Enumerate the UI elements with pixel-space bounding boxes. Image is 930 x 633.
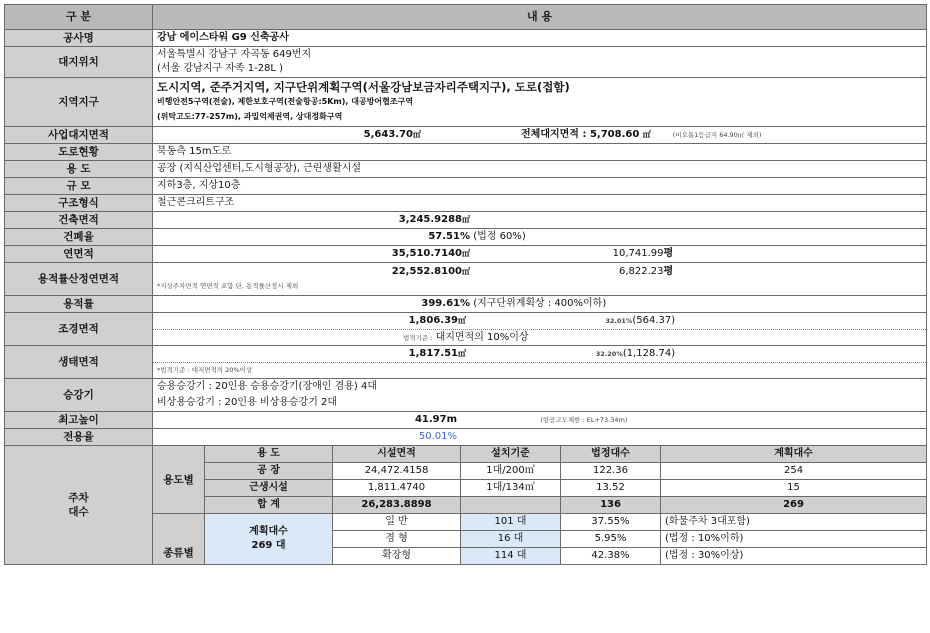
label-eco: 생태면적 bbox=[5, 346, 153, 379]
label-building-area: 건축면적 bbox=[5, 212, 153, 229]
parking-use-legal: 13.52 bbox=[561, 480, 661, 497]
floor-area-unit: ㎡ bbox=[462, 249, 470, 258]
far-area-value: 22,552.8100 bbox=[391, 266, 462, 277]
row-site-location bbox=[5, 47, 927, 78]
parking-use-area: 1,811.4740 bbox=[333, 480, 461, 497]
parking-total-legal: 136 bbox=[561, 497, 661, 514]
parking-use-legal: 122.36 bbox=[561, 463, 661, 480]
coverage-legal: (법정 60%) bbox=[473, 231, 526, 242]
parking-header-use: 용 도 bbox=[205, 446, 333, 463]
value-far-area bbox=[153, 263, 927, 296]
value-zoning bbox=[153, 78, 927, 127]
parking-header-legal: 법정대수 bbox=[561, 446, 661, 463]
parking-label bbox=[5, 446, 153, 565]
parking-type-ratio: 42.38% bbox=[561, 548, 661, 565]
exclusive-value: 50.01% bbox=[418, 431, 457, 442]
header-row bbox=[5, 5, 927, 30]
value-landscape bbox=[153, 313, 927, 346]
landscape-ratio-value: (564.37) bbox=[632, 315, 676, 326]
row-exclusive bbox=[5, 429, 927, 446]
elevator-line2: 비상용승강기 : 20인용 비상용승강기 2대 bbox=[157, 397, 338, 408]
parking-type-count: 114 대 bbox=[461, 548, 561, 565]
row-far bbox=[5, 296, 927, 313]
parking-use-plan: 254 bbox=[661, 463, 927, 480]
landscape-value: 1,806.39 bbox=[408, 315, 458, 326]
eco-value: 1,817.51 bbox=[408, 348, 458, 359]
parking-total-name: 합 계 bbox=[205, 497, 333, 514]
landscape-unit: ㎡ bbox=[458, 316, 466, 325]
label-use: 용 도 bbox=[5, 161, 153, 178]
far-legal: (지구단위계획상 : 400%이하) bbox=[473, 298, 607, 309]
header-category: 구 분 bbox=[5, 5, 153, 30]
row-site-area bbox=[5, 127, 927, 144]
parking-type-ratio: 37.55% bbox=[561, 514, 661, 531]
parking-header-standard: 설치기준 bbox=[461, 446, 561, 463]
parking-use-standard: 1대/200㎡ bbox=[461, 463, 561, 480]
label-exclusive: 전용율 bbox=[5, 429, 153, 446]
site-location-line2: (서울 강남지구 자족 1-28L ) bbox=[157, 63, 284, 74]
row-structure bbox=[5, 195, 927, 212]
value-road: 북동측 15m도로 bbox=[153, 144, 927, 161]
floor-area-value: 35,510.7140 bbox=[391, 248, 462, 259]
row-scale bbox=[5, 178, 927, 195]
parking-header-area: 시설면적 bbox=[333, 446, 461, 463]
parking-by-type-label: 종류별 bbox=[153, 514, 205, 565]
parking-plan-label-line1: 계획대수 bbox=[249, 526, 288, 537]
value-height bbox=[153, 412, 927, 429]
landscape-ratio: 32.01% bbox=[605, 317, 633, 325]
label-far-area: 용적률산정연면적 bbox=[5, 263, 153, 296]
parking-type-ratio: 5.95% bbox=[561, 531, 661, 548]
value-far bbox=[153, 296, 927, 313]
value-building-area bbox=[153, 212, 927, 229]
parking-use-standard: 1대/134㎡ bbox=[461, 480, 561, 497]
parking-type-name: 확장형 bbox=[333, 548, 461, 565]
site-location-line1: 서울특별시 강남구 자곡동 649번지 bbox=[157, 49, 312, 60]
parking-total-standard bbox=[461, 497, 561, 514]
landscape-note: 대지면적의 10%이상 bbox=[435, 332, 529, 343]
label-elevator: 승강기 bbox=[5, 379, 153, 412]
site-area-note: (비오톱1등급지 64.90㎡ 제외) bbox=[672, 131, 762, 139]
value-scale: 지하3층, 지상10층 bbox=[153, 178, 927, 195]
parking-label-line2: 대수 bbox=[68, 506, 89, 518]
value-project-name: 강남 에이스타워 G9 신축공사 bbox=[153, 30, 927, 47]
label-far: 용적률 bbox=[5, 296, 153, 313]
value-structure: 철근콘크리트구조 bbox=[153, 195, 927, 212]
value-coverage bbox=[153, 229, 927, 246]
row-eco bbox=[5, 346, 927, 379]
eco-note: *법적기준 : 대지면적의 20%이상 bbox=[153, 362, 926, 378]
floor-area-pyeong: 10,741.99 bbox=[612, 248, 664, 259]
label-floor-area: 연면적 bbox=[5, 246, 153, 263]
landscape-note-prefix: 법적기준 : bbox=[403, 334, 433, 342]
label-landscape: 조경면적 bbox=[5, 313, 153, 346]
label-zoning: 지역지구 bbox=[5, 78, 153, 127]
label-site-area: 사업대지면적 bbox=[5, 127, 153, 144]
eco-unit: ㎡ bbox=[458, 349, 466, 358]
label-height: 최고높이 bbox=[5, 412, 153, 429]
far-value: 399.61% bbox=[421, 298, 470, 309]
building-area-value: 3,245.9288 bbox=[398, 214, 462, 225]
row-building-area bbox=[5, 212, 927, 229]
value-eco bbox=[153, 346, 927, 379]
header-content: 내 용 bbox=[153, 5, 927, 30]
parking-header-row bbox=[5, 446, 927, 463]
parking-total-plan: 269 bbox=[661, 497, 927, 514]
zoning-line3: (위탁고도:77-257m), 과밀억제권역, 상대정화구역 bbox=[157, 112, 343, 121]
total-area-label: 전체대지면적 : bbox=[521, 129, 587, 140]
parking-type-note: (법정 : 10%이하) bbox=[661, 531, 927, 548]
parking-use-name: 공 장 bbox=[205, 463, 333, 480]
value-exclusive bbox=[153, 429, 927, 446]
parking-type-count: 16 대 bbox=[461, 531, 561, 548]
site-area-unit: ㎡ bbox=[413, 130, 421, 139]
eco-ratio: 32.20% bbox=[595, 350, 623, 358]
label-structure: 구조형식 bbox=[5, 195, 153, 212]
parking-type-note: (화물주차 3대포함) bbox=[661, 514, 927, 531]
zoning-line1: 도시지역, 준주거지역, 지구단위계획구역(서울강남보금자리주택지구), 도로(접함) bbox=[157, 80, 570, 94]
parking-use-name: 근생시설 bbox=[205, 480, 333, 497]
value-site-location bbox=[153, 47, 927, 78]
far-area-note: *지상주차면적 연면적 포함 단, 용적률산정시 제외 bbox=[157, 282, 299, 290]
row-zoning bbox=[5, 78, 927, 127]
row-height bbox=[5, 412, 927, 429]
height-note: (항공고도제한 : EL+73.34m) bbox=[540, 416, 628, 424]
row-road bbox=[5, 144, 927, 161]
parking-total-area: 26,283.8898 bbox=[333, 497, 461, 514]
far-area-pyeong-unit: 평 bbox=[663, 266, 674, 277]
parking-type-name: 경 형 bbox=[333, 531, 461, 548]
coverage-value: 57.51% bbox=[428, 231, 470, 242]
label-scale: 규 모 bbox=[5, 178, 153, 195]
row-far-area bbox=[5, 263, 927, 296]
parking-label-line1: 주차 bbox=[68, 492, 89, 504]
parking-type-note: (법정 : 30%이상) bbox=[661, 548, 927, 565]
parking-header-plan: 계획대수 bbox=[661, 446, 927, 463]
total-area-value: 5,708.60 bbox=[589, 129, 640, 140]
label-site-location: 대지위치 bbox=[5, 47, 153, 78]
far-area-unit: ㎡ bbox=[462, 267, 470, 276]
floor-area-pyeong-unit: 평 bbox=[663, 248, 674, 259]
building-area-unit: ㎡ bbox=[462, 215, 470, 224]
value-floor-area bbox=[153, 246, 927, 263]
row-elevator bbox=[5, 379, 927, 412]
value-site-area bbox=[153, 127, 927, 144]
eco-ratio-value: (1,128.74) bbox=[622, 348, 676, 359]
row-use bbox=[5, 161, 927, 178]
far-area-pyeong: 6,822.23 bbox=[618, 266, 664, 277]
parking-use-plan: 15 bbox=[661, 480, 927, 497]
parking-plan-label bbox=[205, 514, 333, 565]
parking-by-use-label: 용도별 bbox=[153, 446, 205, 514]
parking-type-name: 일 반 bbox=[333, 514, 461, 531]
zoning-line2: 비행안전5구역(전술), 제한보호구역(전술항공:5Km), 대공방어협조구역 bbox=[157, 97, 414, 106]
parking-type-count: 101 대 bbox=[461, 514, 561, 531]
height-value: 41.97m bbox=[414, 414, 457, 425]
row-floor-area bbox=[5, 246, 927, 263]
row-project-name bbox=[5, 30, 927, 47]
row-landscape bbox=[5, 313, 927, 346]
value-elevator bbox=[153, 379, 927, 412]
label-project-name: 공사명 bbox=[5, 30, 153, 47]
project-overview-table bbox=[4, 4, 927, 565]
label-coverage: 건폐율 bbox=[5, 229, 153, 246]
value-use: 공장 (지식산업센터,도시형공장), 근린생활시설 bbox=[153, 161, 927, 178]
row-coverage bbox=[5, 229, 927, 246]
elevator-line1: 승용승강기 : 20인용 승용승강기(장애인 겸용) 4대 bbox=[157, 381, 378, 392]
site-area-value: 5,643.70 bbox=[363, 129, 413, 140]
parking-use-area: 24,472.4158 bbox=[333, 463, 461, 480]
parking-plan-label-line2: 269 대 bbox=[251, 540, 286, 551]
label-road: 도로현황 bbox=[5, 144, 153, 161]
total-area-unit: ㎡ bbox=[642, 130, 651, 139]
